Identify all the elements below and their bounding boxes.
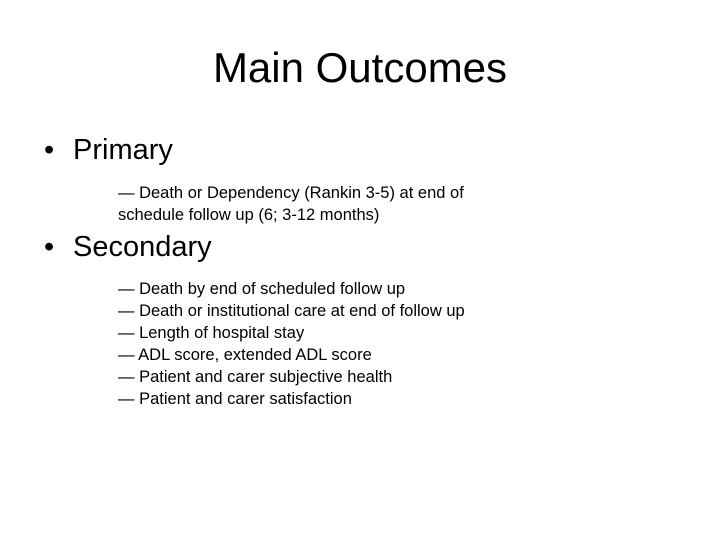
list-item: — Death by end of scheduled follow up [118,280,406,298]
list-item: schedule follow up (6; 3-12 months) [118,206,380,224]
list-item: — Death or institutional care at end of follow up [118,302,465,320]
list-item: — Death or Dependency (Rankin 3-5) at end of [118,184,464,202]
bullet-label-primary: Primary [73,134,173,166]
bullet-secondary [44,229,212,265]
list-item: — Length of hospital stay [118,324,305,342]
bullet-label-secondary: Secondary [73,231,212,263]
secondary-outcomes-list [118,278,538,410]
primary-outcomes-list [118,182,538,226]
list-item: — ADL score, extended ADL score [118,346,372,364]
list-item: — Patient and carer satisfaction [118,390,352,408]
slide-title: Main Outcomes [212,44,508,91]
bullet-dot: • [44,231,55,263]
list-item: — Patient and carer subjective health [118,368,393,386]
bullet-dot: • [44,134,55,166]
bullet-primary [44,132,173,168]
